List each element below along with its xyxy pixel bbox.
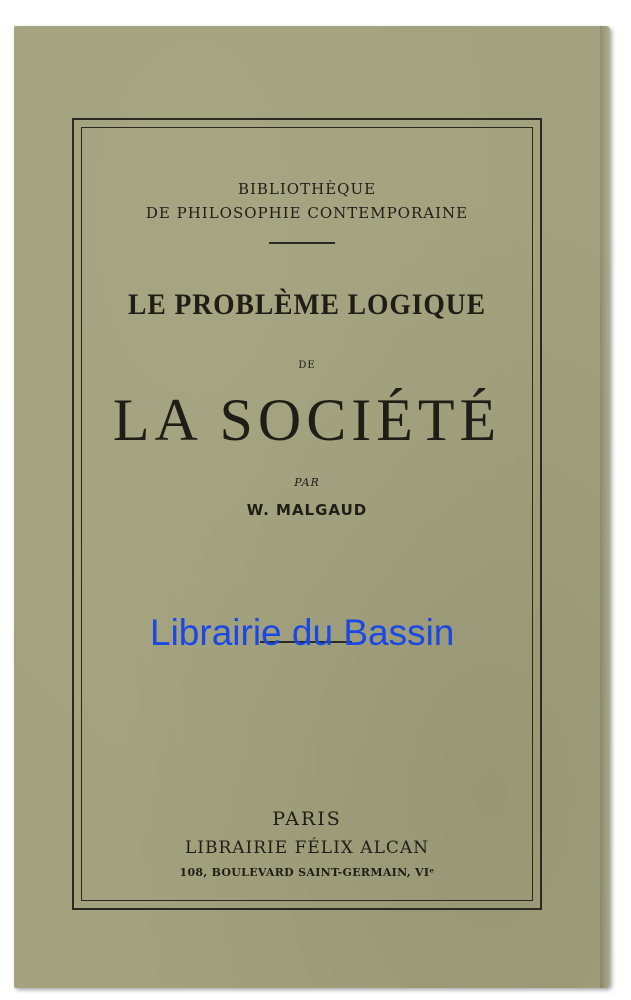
- author-name: W. MALGAUD: [246, 501, 368, 519]
- series-title-line2: DE PHILOSOPHIE CONTEMPORAINE: [145, 204, 469, 222]
- divider-rule-top: [269, 242, 335, 244]
- book-title-line2: LA SOCIÉTÉ: [112, 387, 502, 453]
- series-title-line1: BIBLIOTHÈQUE: [237, 180, 377, 198]
- publisher-name: LIBRAIRIE FÉLIX ALCAN: [184, 838, 430, 858]
- cover-frame-inner: [81, 127, 533, 901]
- page-edge: [600, 26, 610, 988]
- by-label: PAR: [294, 476, 320, 489]
- publisher-address: 108, BOULEVARD SAINT-GERMAIN, VIᵉ: [179, 866, 435, 879]
- book-title-connector: DE: [298, 360, 316, 371]
- book-title-line1: LE PROBLÈME LOGIQUE: [128, 288, 486, 321]
- publication-city: PARIS: [272, 808, 342, 830]
- book-cover: [14, 26, 610, 988]
- cover-frame-outer: [72, 118, 542, 910]
- watermark-text: Librairie du Bassin: [150, 612, 455, 653]
